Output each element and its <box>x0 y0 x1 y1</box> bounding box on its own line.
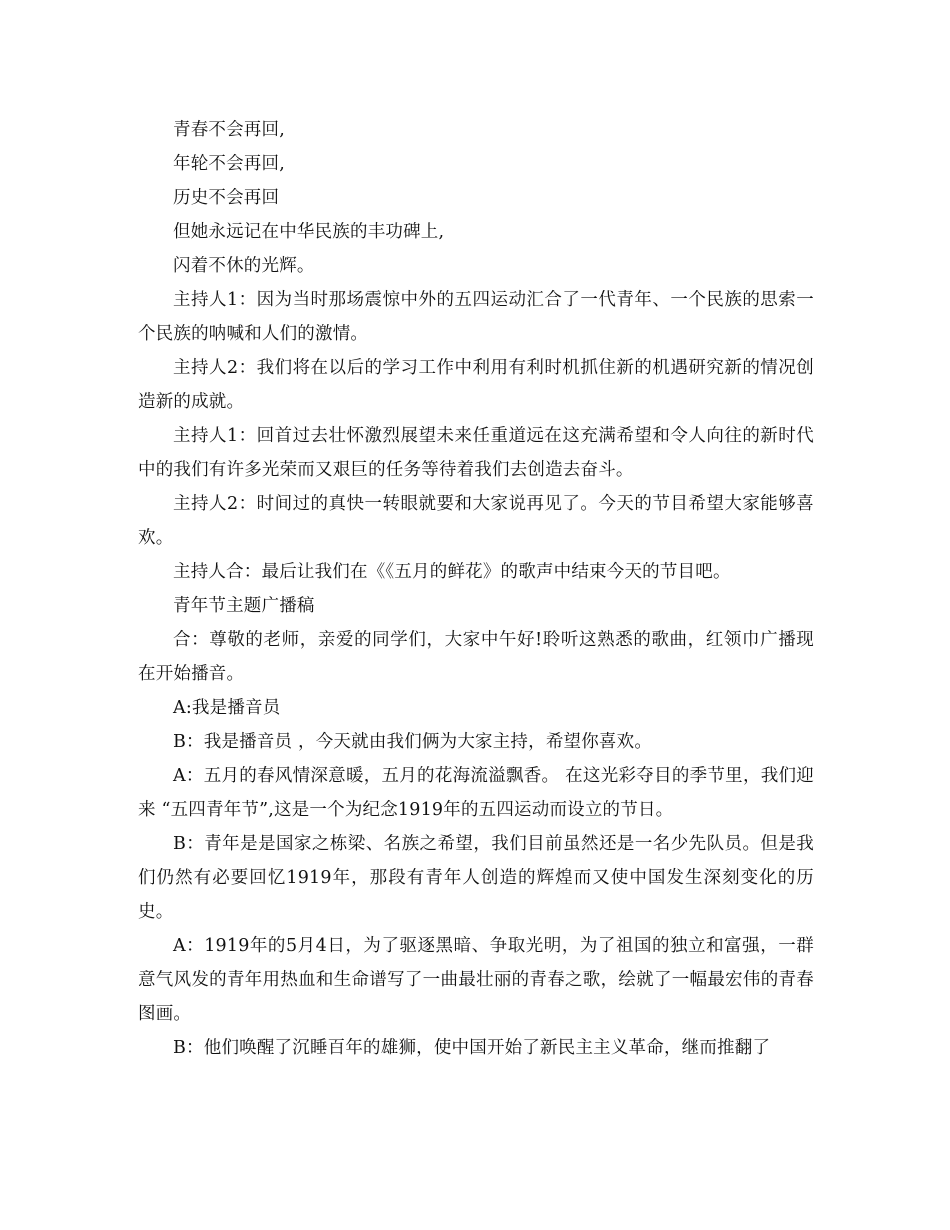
paragraph: B：他们唤醒了沉睡百年的雄狮，使中国开始了新民主主义革命，继而推翻了 <box>173 1038 771 1058</box>
paragraph: A：五月的春风情深意暖，五月的花海流溢飘香。 在这光彩夺目的季节里，我们迎来 “五四青年节”,这是一个为纪念1919年的五四运动而设立的节日。 <box>138 766 814 820</box>
paragraph: A:我是播音员 <box>173 698 281 718</box>
paragraph: 历史不会再回 <box>173 188 280 208</box>
paragraph: 年轮不会再回, <box>173 154 285 174</box>
paragraph: 主持人1：回首过去壮怀激烈展望未来任重道远在这充满希望和令人向往的新时代中的我们有许多光荣而又艰巨的任务等待着我们去创造去奋斗。 <box>138 426 814 480</box>
paragraph: 主持人2：时间过的真快一转眼就要和大家说再见了。今天的节目希望大家能够喜欢。 <box>138 494 814 548</box>
paragraph: A：1919年的5月4日，为了驱逐黑暗、争取光明，为了祖国的独立和富强，一群意气风发的青年用热血和生命谱写了一曲最壮丽的青春之歌，绘就了一幅最宏伟的青春图画。 <box>138 936 814 1024</box>
paragraph: 闪着不休的光辉。 <box>173 256 315 276</box>
paragraph: B：我是播音员 ，今天就由我们俩为大家主持，希望你喜欢。 <box>173 732 653 752</box>
paragraph: B：青年是是国家之栋梁、名族之希望，我们目前虽然还是一名少先队员。但是我们仍然有必要回忆1919年，那段有青年人创造的辉煌而又使中国发生深刻变化的历史。 <box>138 834 814 922</box>
paragraph: 但她永远记在中华民族的丰功碑上, <box>173 222 445 242</box>
paragraph: 主持人2：我们将在以后的学习工作中利用有利时机抓住新的机遇研究新的情况创造新的成就。 <box>138 358 814 412</box>
paragraph: 合：尊敬的老师，亲爱的同学们，大家中午好!聆听这熟悉的歌曲，红领巾广播现在开始播音。 <box>138 630 814 684</box>
document-body <box>138 113 814 1065</box>
section-title: 青年节主题广播稿 <box>173 596 315 616</box>
paragraph: 青春不会再回, <box>173 120 285 140</box>
paragraph: 主持人1：因为当时那场震惊中外的五四运动汇合了一代青年、一个民族的思索一个民族的呐喊和人们的激情。 <box>138 290 814 344</box>
paragraph: 主持人合：最后让我们在《《五月的鲜花》的歌声中结束今天的节目吧。 <box>173 562 731 582</box>
